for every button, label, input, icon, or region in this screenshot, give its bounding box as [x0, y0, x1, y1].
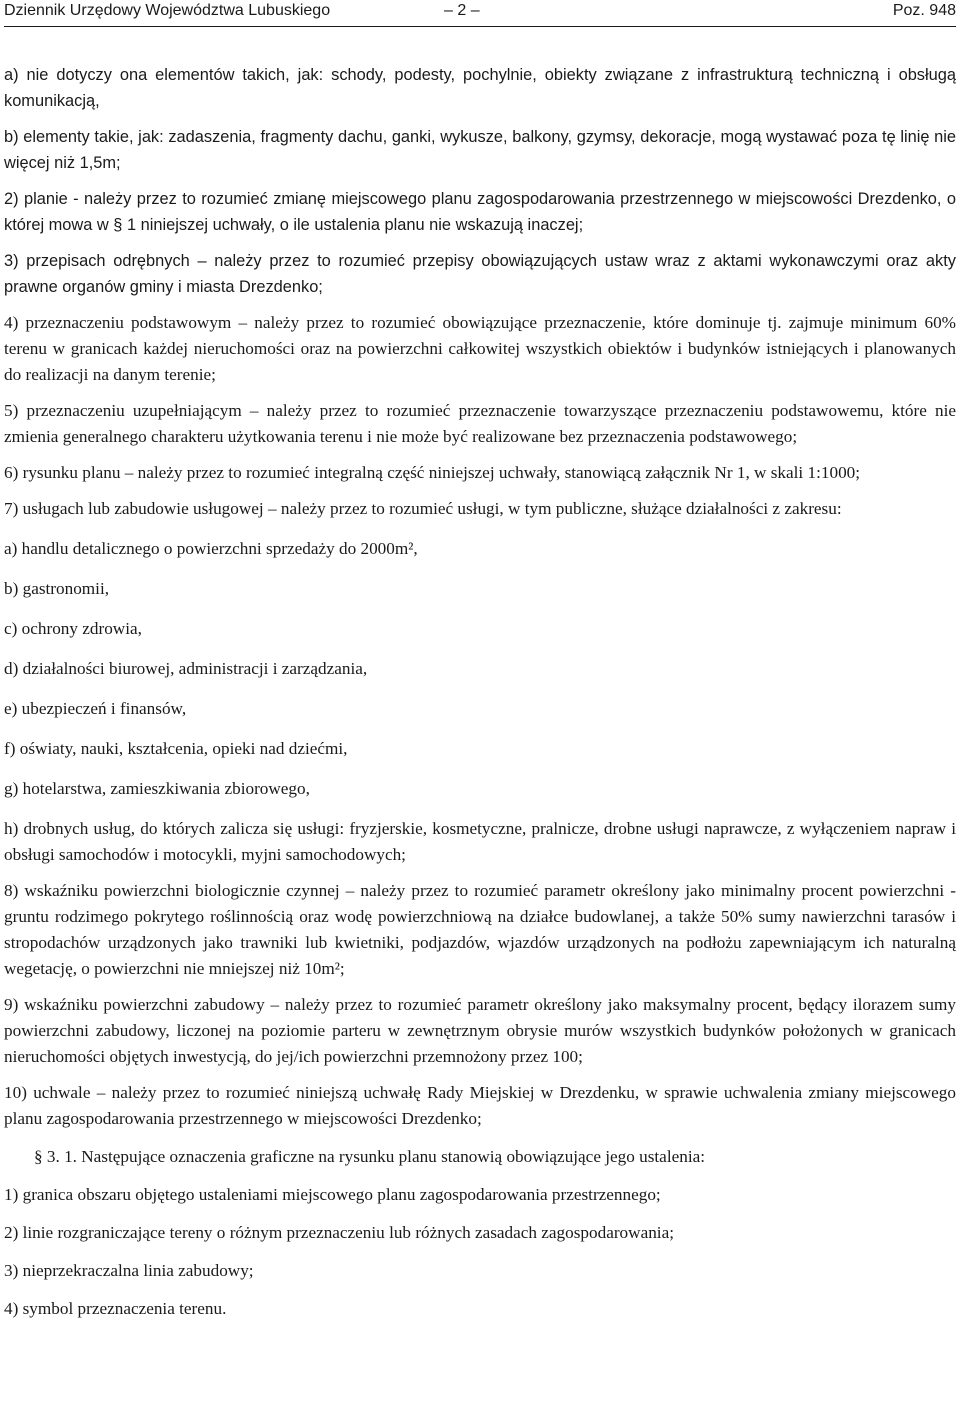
paragraph-b-elements: b) elementy takie, jak: zadaszenia, fragmenty dachu, ganki, wykusze, balkony, gzymsy, dekoracje, mogą wystawać poza tę linię nie więcej niż 1,5m; — [4, 128, 956, 172]
section-3-heading: § 3. 1. Następujące oznaczenia graficzne na rysunku planu stanowią obowiązujące jego ustalenia: — [34, 1147, 705, 1166]
services-item-g: g) hotelarstwa, zamieszkiwania zbiorowego, — [4, 779, 310, 798]
marking-1: 1) granica obszaru objętego ustaleniami miejscowego planu zagospodarowania przestrzennego; — [4, 1185, 661, 1204]
definition-plan: 2) planie - należy przez to rozumieć zmianę miejscowego planu zagospodarowania przestrzennego w miejscowości Drezdenko, o której mowa w § 1 niniejszej uchwały, o ile ustalenia planu nie wskazują inaczej; — [4, 190, 956, 234]
services-item-a: a) handlu detalicznego o powierzchni sprzedaży do 2000m², — [4, 539, 418, 558]
page-header — [4, 0, 956, 27]
definition-supplementary-purpose: 5) przeznaczeniu uzupełniającym – należy przez to rozumieć przeznaczenie towarzyszące przeznaczeniu podstawowemu, które nie zmienia generalnego charakteru użytkowania terenu i nie może być realizowane bez przeznaczenia podstawowego; — [4, 401, 956, 446]
services-item-b: b) gastronomii, — [4, 579, 110, 598]
services-item-h: h) drobnych usług, do których zalicza się usługi: fryzjerskie, kosmetyczne, pralnicze, drobne usługi naprawcze, z wyłączeniem napraw i obsługi samochodów i motocykli, myjni samochodowych; — [4, 819, 956, 864]
marking-4: 4) symbol przeznaczenia terenu. — [4, 1299, 227, 1318]
definition-separate-regulations: 3) przepisach odrębnych – należy przez to rozumieć przepisy obowiązujących ustaw wraz z aktami wykonawczymi oraz akty prawne organów gminy i miasta Drezdenko; — [4, 252, 956, 296]
page-number: – 2 – — [444, 2, 480, 19]
marking-2: 2) linie rozgraniczające tereny o różnym przeznaczeniu lub różnych zasadach zagospodarowania; — [4, 1223, 674, 1242]
services-item-e: e) ubezpieczeń i finansów, — [4, 699, 187, 718]
definition-building-coverage: 9) wskaźniku powierzchni zabudowy – należy przez to rozumieć parametr określony jako maksymalny procent, będący ilorazem sumy powierzchni zabudowy, liczonej na poziomie parteru w zewnętrznym obrysie murów wszystkich budynków położonych w granicach nieruchomości objętych inwestycją, do jej/ich powierzchni przemnożony przez 100; — [4, 995, 956, 1066]
definition-plan-drawing: 6) rysunku planu – należy przez to rozumieć integralną część niniejszej uchwały, stanowiącą załącznik Nr 1, w skali 1:1000; — [4, 463, 861, 482]
definition-primary-purpose: 4) przeznaczeniu podstawowym – należy przez to rozumieć obowiązujące przeznaczenie, które dominuje tj. zajmuje minimum 60% terenu w granicach każdej nieruchomości oraz na powierzchni całkowitej wszystkich obiektów i budynków istniejących i planowanych do realizacji na danym terenie; — [4, 313, 956, 384]
position-number: Poz. 948 — [892, 2, 956, 19]
definition-services: 7) usługach lub zabudowie usługowej – należy przez to rozumieć usługi, w tym publiczne, służące działalności z zakresu: — [4, 499, 842, 518]
definition-biologically-active-surface: 8) wskaźniku powierzchni biologicznie czynnej – należy przez to rozumieć parametr określony jako minimalny procent powierzchni - gruntu rodzimego pokrytego roślinnością oraz wodę powierzchniową na działce budowlanej, a także 50% sumy nawierzchni tarasów i stropodachów urządzonych jako trawniki lub kwietniki, podjazdów, wjazdów urządzonych na podłożu zapewniającym ich naturalną wegetację, o powierzchni nie mniejszej niż 10m²; — [4, 881, 956, 978]
document-body — [4, 62, 956, 1322]
paragraph-a-stairs: a) nie dotyczy ona elementów takich, jak: schody, podesty, pochylnie, obiekty związane z infrastrukturą techniczną i obsługą komunikacją, — [4, 66, 956, 110]
services-item-f: f) oświaty, nauki, kształcenia, opieki nad dziećmi, — [4, 739, 348, 758]
services-item-c: c) ochrony zdrowia, — [4, 619, 142, 638]
journal-title: Dziennik Urzędowy Województwa Lubuskiego — [4, 2, 331, 19]
services-item-d: d) działalności biurowej, administracji i zarządzania, — [4, 659, 368, 678]
definition-resolution: 10) uchwale – należy przez to rozumieć niniejszą uchwałę Rady Miejskiej w Drezdenku, w sprawie uchwalenia zmiany miejscowego planu zagospodarowania przestrzennego w miejscowości Drezdenko; — [4, 1083, 956, 1128]
marking-3: 3) nieprzekraczalna linia zabudowy; — [4, 1261, 254, 1280]
